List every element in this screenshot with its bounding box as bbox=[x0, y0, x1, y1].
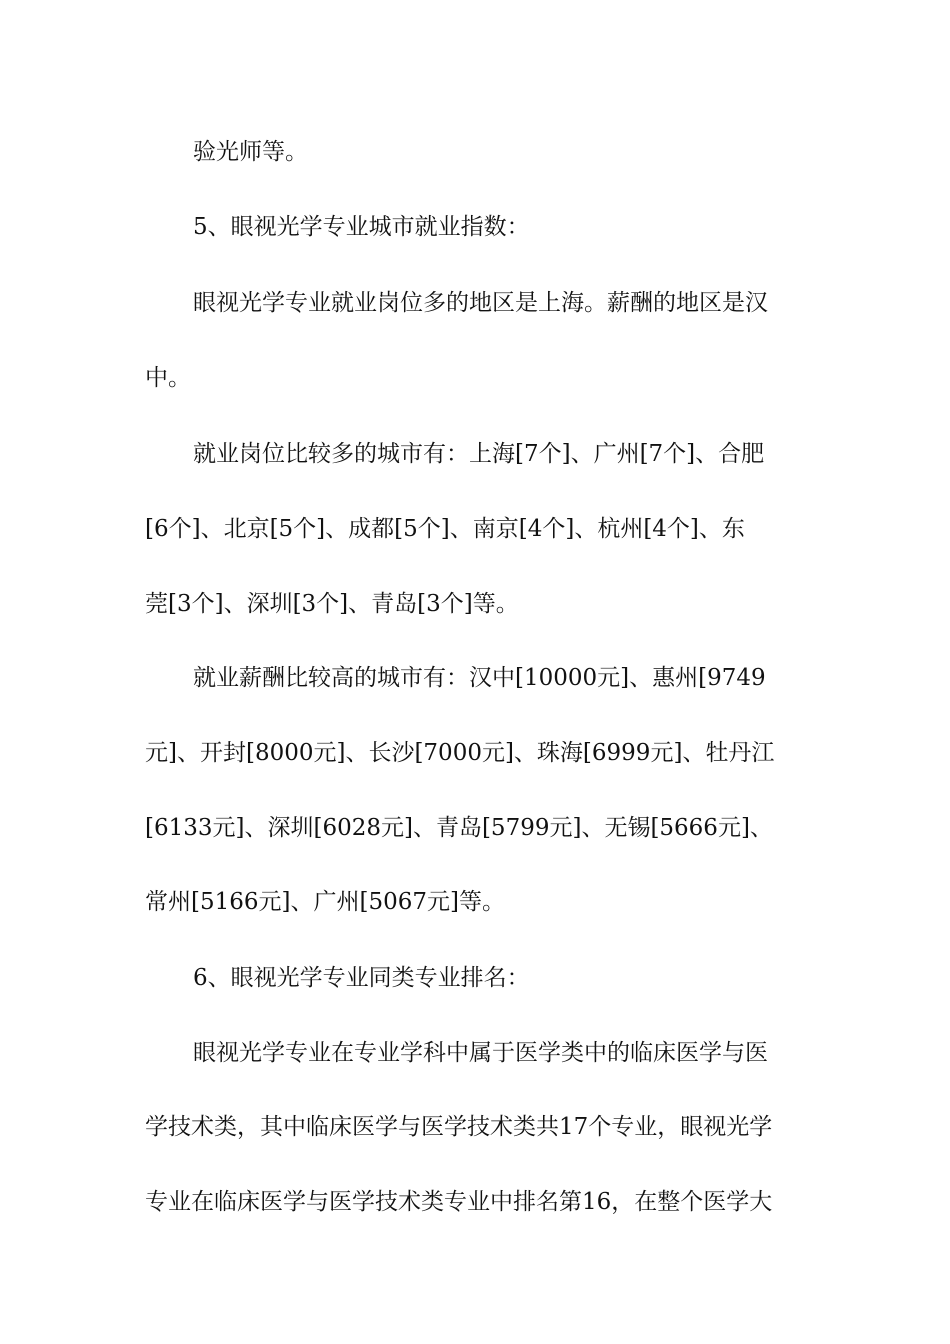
text-line: [6133元]、深圳[6028元]、青岛[5799元]、无锡[5666元]、 bbox=[145, 815, 773, 841]
text-line: 常州[5166元]、广州[5067元]等。 bbox=[145, 889, 505, 915]
text-line: 眼视光学专业在专业学科中属于医学类中的临床医学与医 bbox=[193, 1040, 768, 1066]
text-line: 莞[3个]、深圳[3个]、青岛[3个]等。 bbox=[145, 591, 519, 617]
text-line: [6个]、北京[5个]、成都[5个]、南京[4个]、杭州[4个]、东 bbox=[145, 516, 745, 542]
text-line: 元]、开封[8000元]、长沙[7000元]、珠海[6999元]、牡丹江 bbox=[145, 740, 775, 766]
text-line: 中。 bbox=[145, 365, 191, 391]
text-line: 学技术类，其中临床医学与医学技术类共17个专业，眼视光学 bbox=[145, 1114, 773, 1140]
text-line: 就业岗位比较多的城市有：上海[7个]、广州[7个]、合肥 bbox=[193, 441, 765, 467]
text-line: 就业薪酬比较高的城市有：汉中[10000元]、惠州[9749 bbox=[193, 665, 766, 691]
text-line: 眼视光学专业就业岗位多的地区是上海。薪酬的地区是汉 bbox=[193, 290, 768, 316]
text-line: 专业在临床医学与医学技术类专业中排名第16，在整个医学大 bbox=[145, 1189, 773, 1215]
section-heading-city-employment-index: 5、眼视光学专业城市就业指数： bbox=[193, 214, 530, 240]
section-heading-similar-major-ranking: 6、眼视光学专业同类专业排名： bbox=[193, 965, 530, 991]
text-line: 验光师等。 bbox=[193, 139, 308, 165]
